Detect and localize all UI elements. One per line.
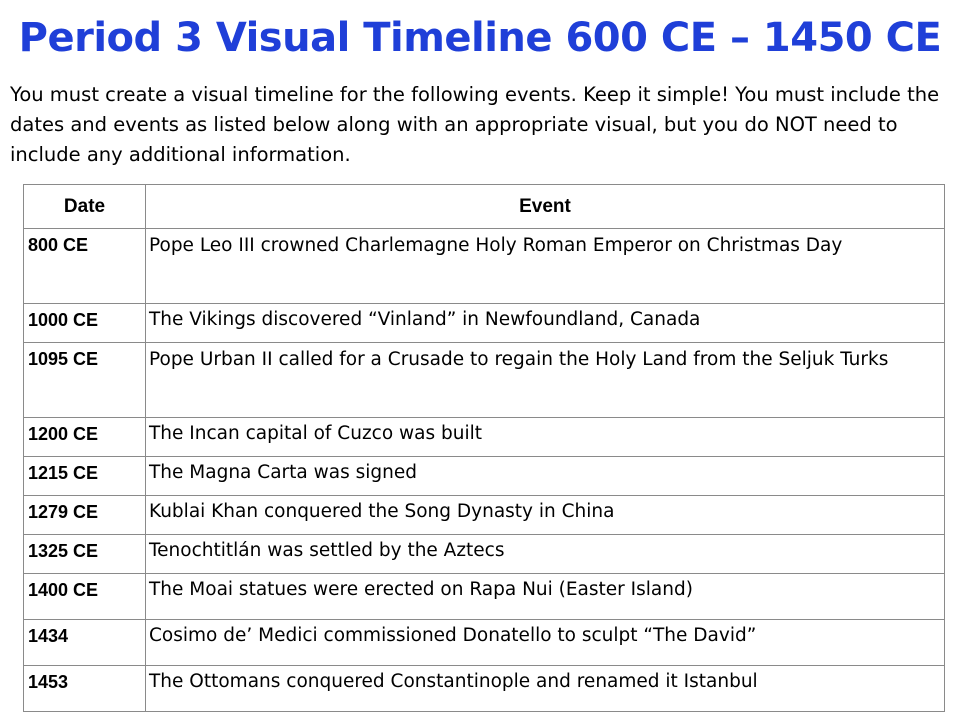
event-description: Pope Leo III crowned Charlemagne Holy Roman Emperor on Christmas Day	[146, 229, 945, 304]
table-row	[24, 343, 945, 418]
event-date: 1434	[24, 620, 146, 666]
event-date: 1215 CE	[24, 457, 146, 496]
table-row	[24, 418, 945, 457]
event-description: Cosimo de’ Medici commissioned Donatello to sculpt “The David”	[146, 620, 945, 666]
event-description: The Incan capital of Cuzco was built	[146, 418, 945, 457]
timeline-events-table	[23, 184, 945, 712]
table-row	[24, 535, 945, 574]
event-column-header: Event	[146, 185, 945, 229]
event-date: 800 CE	[24, 229, 146, 304]
table-row	[24, 666, 945, 712]
event-date: 1000 CE	[24, 304, 146, 343]
event-description: The Ottomans conquered Constantinople and renamed it Istanbul	[146, 666, 945, 712]
event-date: 1279 CE	[24, 496, 146, 535]
table-row	[24, 457, 945, 496]
table-row	[24, 496, 945, 535]
table-row	[24, 574, 945, 620]
instructions-paragraph: You must create a visual timeline for the following events. Keep it simple! You must include the dates and events as listed below along with an appropriate visual, but you do NOT need to include any additional information.	[10, 83, 940, 166]
event-description: The Vikings discovered “Vinland” in Newfoundland, Canada	[146, 304, 945, 343]
event-date: 1095 CE	[24, 343, 146, 418]
event-description: Kublai Khan conquered the Song Dynasty in China	[146, 496, 945, 535]
event-description: Pope Urban II called for a Crusade to regain the Holy Land from the Seljuk Turks	[146, 343, 945, 418]
event-description: Tenochtitlán was settled by the Aztecs	[146, 535, 945, 574]
table-header-row	[24, 185, 945, 229]
table-row	[24, 304, 945, 343]
event-date: 1200 CE	[24, 418, 146, 457]
event-description: The Magna Carta was signed	[146, 457, 945, 496]
event-date: 1400 CE	[24, 574, 146, 620]
date-column-header: Date	[24, 185, 146, 229]
event-date: 1453	[24, 666, 146, 712]
page-title: Period 3 Visual Timeline 600 CE – 1450 CE	[18, 15, 942, 61]
table-row	[24, 229, 945, 304]
table-row	[24, 620, 945, 666]
event-date: 1325 CE	[24, 535, 146, 574]
event-description: The Moai statues were erected on Rapa Nui (Easter Island)	[146, 574, 945, 620]
